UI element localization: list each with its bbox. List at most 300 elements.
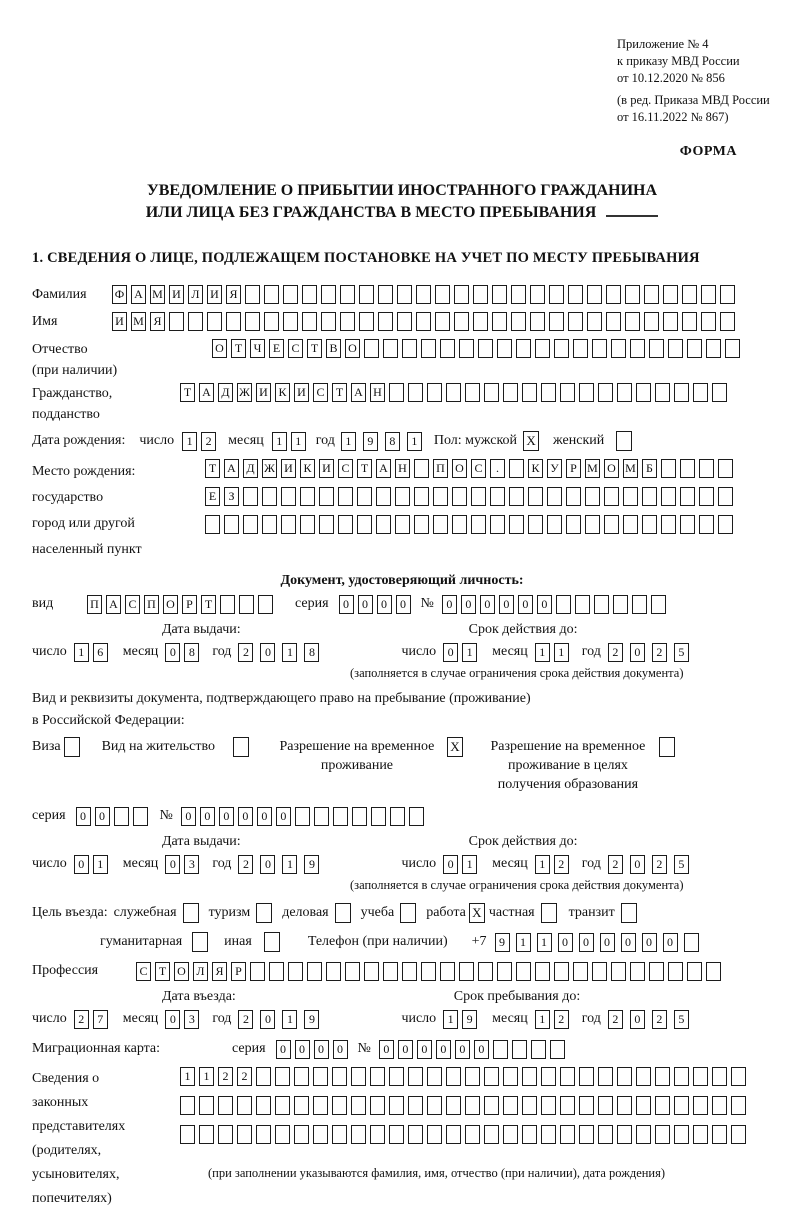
char-cell[interactable]: Я bbox=[150, 312, 165, 331]
char-cell[interactable] bbox=[566, 515, 581, 534]
char-cell[interactable]: 0 bbox=[257, 807, 272, 826]
valid-day-cells[interactable] bbox=[443, 643, 477, 662]
char-cell[interactable]: С bbox=[136, 962, 151, 981]
char-cell[interactable]: 1 bbox=[180, 1067, 195, 1086]
stay-year-cells[interactable] bbox=[608, 1010, 689, 1029]
char-cell[interactable] bbox=[720, 285, 735, 304]
char-cell[interactable]: 1 bbox=[282, 855, 297, 874]
char-cell[interactable]: 0 bbox=[558, 933, 573, 952]
char-cell[interactable] bbox=[199, 1125, 214, 1144]
char-cell[interactable]: 0 bbox=[219, 807, 234, 826]
char-cell[interactable]: 0 bbox=[333, 1040, 348, 1059]
char-cell[interactable] bbox=[333, 807, 348, 826]
char-cell[interactable] bbox=[674, 1096, 689, 1115]
char-cell[interactable] bbox=[294, 1096, 309, 1115]
char-cell[interactable] bbox=[427, 1125, 442, 1144]
char-cell[interactable] bbox=[446, 1096, 461, 1115]
char-cell[interactable]: 1 bbox=[535, 643, 550, 662]
char-cell[interactable] bbox=[611, 339, 626, 358]
char-cell[interactable] bbox=[370, 1125, 385, 1144]
char-cell[interactable] bbox=[465, 1067, 480, 1086]
char-cell[interactable] bbox=[623, 515, 638, 534]
char-cell[interactable] bbox=[701, 285, 716, 304]
purpose-transit-checkbox[interactable] bbox=[621, 903, 637, 923]
char-cell[interactable]: Е bbox=[269, 339, 284, 358]
char-cell[interactable] bbox=[275, 1067, 290, 1086]
char-cell[interactable] bbox=[661, 487, 676, 506]
char-cell[interactable] bbox=[587, 285, 602, 304]
char-cell[interactable]: Б bbox=[642, 459, 657, 478]
char-cell[interactable]: И bbox=[281, 459, 296, 478]
char-cell[interactable]: И bbox=[294, 383, 309, 402]
residence-issue-month-cells[interactable] bbox=[165, 855, 199, 874]
char-cell[interactable] bbox=[712, 1067, 727, 1086]
char-cell[interactable] bbox=[454, 312, 469, 331]
char-cell[interactable] bbox=[687, 962, 702, 981]
legal-representatives-cells-row3[interactable] bbox=[180, 1125, 746, 1144]
char-cell[interactable] bbox=[509, 487, 524, 506]
char-cell[interactable] bbox=[370, 1067, 385, 1086]
purpose-business-checkbox[interactable] bbox=[335, 903, 351, 923]
char-cell[interactable] bbox=[573, 962, 588, 981]
char-cell[interactable] bbox=[332, 1125, 347, 1144]
char-cell[interactable] bbox=[547, 487, 562, 506]
char-cell[interactable] bbox=[237, 1096, 252, 1115]
purpose-work-checkbox[interactable]: X bbox=[469, 903, 485, 923]
char-cell[interactable] bbox=[471, 515, 486, 534]
char-cell[interactable] bbox=[435, 285, 450, 304]
char-cell[interactable]: 2 bbox=[554, 1010, 569, 1029]
char-cell[interactable] bbox=[706, 962, 721, 981]
char-cell[interactable]: 0 bbox=[630, 855, 645, 874]
char-cell[interactable] bbox=[560, 1067, 575, 1086]
char-cell[interactable] bbox=[300, 487, 315, 506]
char-cell[interactable] bbox=[465, 383, 480, 402]
char-cell[interactable] bbox=[680, 459, 695, 478]
char-cell[interactable]: 0 bbox=[630, 1010, 645, 1029]
char-cell[interactable] bbox=[402, 339, 417, 358]
char-cell[interactable] bbox=[693, 1125, 708, 1144]
char-cell[interactable]: 3 bbox=[184, 1010, 199, 1029]
char-cell[interactable] bbox=[376, 515, 391, 534]
char-cell[interactable] bbox=[243, 487, 258, 506]
char-cell[interactable]: 1 bbox=[554, 643, 569, 662]
char-cell[interactable]: 1 bbox=[516, 933, 531, 952]
char-cell[interactable] bbox=[712, 1096, 727, 1115]
char-cell[interactable]: 9 bbox=[304, 855, 319, 874]
char-cell[interactable] bbox=[630, 962, 645, 981]
char-cell[interactable]: М bbox=[585, 459, 600, 478]
char-cell[interactable] bbox=[531, 1040, 546, 1059]
char-cell[interactable] bbox=[340, 312, 355, 331]
char-cell[interactable]: Р bbox=[182, 595, 197, 614]
char-cell[interactable] bbox=[682, 285, 697, 304]
char-cell[interactable]: З bbox=[224, 487, 239, 506]
char-cell[interactable] bbox=[484, 1125, 499, 1144]
char-cell[interactable] bbox=[560, 1096, 575, 1115]
char-cell[interactable]: 2 bbox=[608, 643, 623, 662]
char-cell[interactable] bbox=[554, 339, 569, 358]
char-cell[interactable] bbox=[503, 1067, 518, 1086]
char-cell[interactable] bbox=[300, 515, 315, 534]
char-cell[interactable]: И bbox=[256, 383, 271, 402]
char-cell[interactable]: С bbox=[471, 459, 486, 478]
char-cell[interactable] bbox=[668, 962, 683, 981]
char-cell[interactable] bbox=[294, 1125, 309, 1144]
entry-year-cells[interactable] bbox=[238, 1010, 319, 1029]
char-cell[interactable] bbox=[712, 383, 727, 402]
char-cell[interactable] bbox=[226, 312, 241, 331]
char-cell[interactable] bbox=[465, 1096, 480, 1115]
char-cell[interactable]: Т bbox=[332, 383, 347, 402]
char-cell[interactable] bbox=[397, 285, 412, 304]
char-cell[interactable] bbox=[598, 383, 613, 402]
char-cell[interactable] bbox=[490, 487, 505, 506]
char-cell[interactable] bbox=[617, 1067, 632, 1086]
char-cell[interactable] bbox=[351, 1096, 366, 1115]
char-cell[interactable] bbox=[554, 962, 569, 981]
char-cell[interactable] bbox=[682, 312, 697, 331]
char-cell[interactable] bbox=[541, 1096, 556, 1115]
char-cell[interactable]: Ф bbox=[112, 285, 127, 304]
residence-series-cells[interactable] bbox=[76, 807, 148, 826]
char-cell[interactable] bbox=[699, 515, 714, 534]
char-cell[interactable] bbox=[530, 285, 545, 304]
char-cell[interactable] bbox=[585, 487, 600, 506]
char-cell[interactable]: Я bbox=[212, 962, 227, 981]
char-cell[interactable] bbox=[359, 285, 374, 304]
char-cell[interactable] bbox=[668, 339, 683, 358]
char-cell[interactable] bbox=[321, 312, 336, 331]
char-cell[interactable]: 0 bbox=[260, 855, 275, 874]
char-cell[interactable] bbox=[338, 515, 353, 534]
char-cell[interactable]: Н bbox=[370, 383, 385, 402]
char-cell[interactable] bbox=[549, 285, 564, 304]
char-cell[interactable] bbox=[390, 807, 405, 826]
birthplace-cells-row2[interactable] bbox=[205, 487, 733, 506]
migration-series-cells[interactable] bbox=[276, 1040, 348, 1059]
char-cell[interactable] bbox=[642, 487, 657, 506]
char-cell[interactable] bbox=[256, 1067, 271, 1086]
char-cell[interactable]: Т bbox=[180, 383, 195, 402]
char-cell[interactable] bbox=[731, 1096, 746, 1115]
char-cell[interactable] bbox=[416, 285, 431, 304]
char-cell[interactable] bbox=[262, 515, 277, 534]
char-cell[interactable] bbox=[314, 807, 329, 826]
char-cell[interactable] bbox=[264, 285, 279, 304]
char-cell[interactable]: 0 bbox=[621, 933, 636, 952]
char-cell[interactable]: 0 bbox=[396, 595, 411, 614]
char-cell[interactable] bbox=[587, 312, 602, 331]
char-cell[interactable] bbox=[275, 1096, 290, 1115]
residence-valid-day-cells[interactable] bbox=[443, 855, 477, 874]
char-cell[interactable]: О bbox=[345, 339, 360, 358]
char-cell[interactable] bbox=[313, 1096, 328, 1115]
char-cell[interactable] bbox=[617, 1125, 632, 1144]
char-cell[interactable] bbox=[364, 962, 379, 981]
char-cell[interactable] bbox=[604, 487, 619, 506]
residence-valid-year-cells[interactable] bbox=[608, 855, 689, 874]
surname-cells[interactable] bbox=[112, 285, 735, 304]
char-cell[interactable] bbox=[661, 515, 676, 534]
purpose-official-checkbox[interactable] bbox=[183, 903, 199, 923]
char-cell[interactable]: 1 bbox=[291, 432, 306, 451]
char-cell[interactable] bbox=[326, 962, 341, 981]
char-cell[interactable] bbox=[497, 339, 512, 358]
char-cell[interactable] bbox=[492, 285, 507, 304]
phone-cells[interactable] bbox=[495, 933, 699, 952]
char-cell[interactable]: О bbox=[174, 962, 189, 981]
char-cell[interactable]: 9 bbox=[304, 1010, 319, 1029]
char-cell[interactable] bbox=[511, 312, 526, 331]
char-cell[interactable] bbox=[674, 383, 689, 402]
char-cell[interactable] bbox=[613, 595, 628, 614]
char-cell[interactable]: М bbox=[131, 312, 146, 331]
char-cell[interactable] bbox=[606, 312, 621, 331]
char-cell[interactable]: С bbox=[125, 595, 140, 614]
char-cell[interactable] bbox=[281, 515, 296, 534]
char-cell[interactable]: К bbox=[528, 459, 543, 478]
char-cell[interactable]: 0 bbox=[417, 1040, 432, 1059]
char-cell[interactable] bbox=[699, 459, 714, 478]
char-cell[interactable]: Д bbox=[243, 459, 258, 478]
entry-month-cells[interactable] bbox=[165, 1010, 199, 1029]
profession-cells[interactable] bbox=[136, 962, 721, 981]
char-cell[interactable] bbox=[522, 1125, 537, 1144]
char-cell[interactable] bbox=[693, 1067, 708, 1086]
char-cell[interactable] bbox=[258, 595, 273, 614]
birthdate-year-cells[interactable] bbox=[341, 432, 422, 451]
char-cell[interactable] bbox=[693, 1096, 708, 1115]
char-cell[interactable] bbox=[351, 1067, 366, 1086]
char-cell[interactable] bbox=[408, 1096, 423, 1115]
char-cell[interactable]: Д bbox=[218, 383, 233, 402]
residence-number-cells[interactable] bbox=[181, 807, 424, 826]
char-cell[interactable]: 1 bbox=[272, 432, 287, 451]
char-cell[interactable]: 7 bbox=[93, 1010, 108, 1029]
char-cell[interactable] bbox=[302, 312, 317, 331]
char-cell[interactable] bbox=[427, 1067, 442, 1086]
char-cell[interactable]: . bbox=[490, 459, 505, 478]
char-cell[interactable] bbox=[220, 595, 235, 614]
char-cell[interactable] bbox=[180, 1125, 195, 1144]
char-cell[interactable]: 0 bbox=[314, 1040, 329, 1059]
birthplace-cells-row3[interactable] bbox=[205, 515, 733, 534]
char-cell[interactable] bbox=[575, 595, 590, 614]
char-cell[interactable] bbox=[516, 962, 531, 981]
char-cell[interactable]: 2 bbox=[608, 855, 623, 874]
issue-month-cells[interactable] bbox=[165, 643, 199, 662]
char-cell[interactable]: 0 bbox=[74, 855, 89, 874]
char-cell[interactable] bbox=[370, 1096, 385, 1115]
char-cell[interactable] bbox=[509, 515, 524, 534]
char-cell[interactable] bbox=[720, 312, 735, 331]
char-cell[interactable]: 0 bbox=[499, 595, 514, 614]
char-cell[interactable] bbox=[243, 515, 258, 534]
char-cell[interactable] bbox=[383, 339, 398, 358]
char-cell[interactable]: А bbox=[224, 459, 239, 478]
char-cell[interactable] bbox=[655, 1125, 670, 1144]
char-cell[interactable] bbox=[560, 383, 575, 402]
char-cell[interactable] bbox=[389, 1067, 404, 1086]
char-cell[interactable]: Р bbox=[231, 962, 246, 981]
char-cell[interactable]: И bbox=[112, 312, 127, 331]
char-cell[interactable]: 0 bbox=[358, 595, 373, 614]
char-cell[interactable] bbox=[674, 1125, 689, 1144]
char-cell[interactable] bbox=[655, 1067, 670, 1086]
char-cell[interactable]: 8 bbox=[184, 643, 199, 662]
char-cell[interactable]: Л bbox=[193, 962, 208, 981]
char-cell[interactable]: 0 bbox=[276, 807, 291, 826]
char-cell[interactable] bbox=[661, 459, 676, 478]
char-cell[interactable] bbox=[465, 1125, 480, 1144]
char-cell[interactable] bbox=[357, 487, 372, 506]
char-cell[interactable] bbox=[535, 962, 550, 981]
char-cell[interactable] bbox=[503, 1096, 518, 1115]
char-cell[interactable]: 8 bbox=[385, 432, 400, 451]
char-cell[interactable] bbox=[636, 1096, 651, 1115]
char-cell[interactable] bbox=[302, 285, 317, 304]
birthdate-day-cells[interactable] bbox=[182, 432, 216, 451]
citizenship-cells[interactable] bbox=[180, 383, 727, 402]
char-cell[interactable]: А bbox=[351, 383, 366, 402]
char-cell[interactable]: И bbox=[207, 285, 222, 304]
char-cell[interactable]: О bbox=[452, 459, 467, 478]
char-cell[interactable] bbox=[199, 1096, 214, 1115]
char-cell[interactable] bbox=[433, 487, 448, 506]
char-cell[interactable]: 5 bbox=[674, 643, 689, 662]
char-cell[interactable] bbox=[541, 1067, 556, 1086]
char-cell[interactable] bbox=[701, 312, 716, 331]
char-cell[interactable] bbox=[611, 962, 626, 981]
char-cell[interactable]: К bbox=[300, 459, 315, 478]
char-cell[interactable]: П bbox=[433, 459, 448, 478]
char-cell[interactable] bbox=[663, 285, 678, 304]
char-cell[interactable] bbox=[598, 1096, 613, 1115]
char-cell[interactable]: 5 bbox=[674, 855, 689, 874]
char-cell[interactable]: М bbox=[150, 285, 165, 304]
char-cell[interactable] bbox=[313, 1125, 328, 1144]
char-cell[interactable] bbox=[332, 1096, 347, 1115]
valid-year-cells[interactable] bbox=[608, 643, 689, 662]
char-cell[interactable] bbox=[503, 1125, 518, 1144]
char-cell[interactable] bbox=[632, 595, 647, 614]
char-cell[interactable] bbox=[169, 312, 184, 331]
char-cell[interactable]: 2 bbox=[218, 1067, 233, 1086]
birthdate-month-cells[interactable] bbox=[272, 432, 306, 451]
char-cell[interactable] bbox=[699, 487, 714, 506]
char-cell[interactable] bbox=[313, 1067, 328, 1086]
migration-number-cells[interactable] bbox=[379, 1040, 565, 1059]
char-cell[interactable] bbox=[395, 515, 410, 534]
char-cell[interactable] bbox=[427, 1096, 442, 1115]
char-cell[interactable] bbox=[598, 1067, 613, 1086]
char-cell[interactable] bbox=[256, 1096, 271, 1115]
char-cell[interactable] bbox=[402, 962, 417, 981]
char-cell[interactable] bbox=[625, 285, 640, 304]
char-cell[interactable] bbox=[408, 1125, 423, 1144]
char-cell[interactable]: 2 bbox=[201, 432, 216, 451]
char-cell[interactable] bbox=[345, 962, 360, 981]
char-cell[interactable]: О bbox=[604, 459, 619, 478]
char-cell[interactable]: 6 bbox=[93, 643, 108, 662]
char-cell[interactable]: А bbox=[106, 595, 121, 614]
char-cell[interactable] bbox=[680, 487, 695, 506]
char-cell[interactable] bbox=[541, 1125, 556, 1144]
char-cell[interactable]: 9 bbox=[462, 1010, 477, 1029]
char-cell[interactable]: Т bbox=[231, 339, 246, 358]
char-cell[interactable]: 0 bbox=[165, 643, 180, 662]
char-cell[interactable] bbox=[592, 962, 607, 981]
char-cell[interactable]: 0 bbox=[663, 933, 678, 952]
char-cell[interactable] bbox=[454, 285, 469, 304]
char-cell[interactable] bbox=[718, 459, 733, 478]
char-cell[interactable]: Е bbox=[205, 487, 220, 506]
char-cell[interactable]: 3 bbox=[184, 855, 199, 874]
char-cell[interactable]: 2 bbox=[238, 643, 253, 662]
doc-number-cells[interactable] bbox=[442, 595, 666, 614]
purpose-private-checkbox[interactable] bbox=[541, 903, 557, 923]
char-cell[interactable] bbox=[528, 515, 543, 534]
char-cell[interactable] bbox=[408, 1067, 423, 1086]
char-cell[interactable] bbox=[395, 487, 410, 506]
char-cell[interactable] bbox=[245, 285, 260, 304]
char-cell[interactable] bbox=[731, 1067, 746, 1086]
char-cell[interactable]: Ж bbox=[262, 459, 277, 478]
char-cell[interactable] bbox=[440, 962, 455, 981]
char-cell[interactable] bbox=[573, 339, 588, 358]
doc-kind-cells[interactable] bbox=[87, 595, 273, 614]
char-cell[interactable] bbox=[522, 383, 537, 402]
char-cell[interactable] bbox=[275, 1125, 290, 1144]
char-cell[interactable]: И bbox=[319, 459, 334, 478]
char-cell[interactable]: 1 bbox=[537, 933, 552, 952]
issue-day-cells[interactable] bbox=[74, 643, 108, 662]
char-cell[interactable]: 0 bbox=[200, 807, 215, 826]
char-cell[interactable] bbox=[490, 515, 505, 534]
char-cell[interactable]: 1 bbox=[462, 643, 477, 662]
char-cell[interactable] bbox=[133, 807, 148, 826]
char-cell[interactable] bbox=[550, 1040, 565, 1059]
char-cell[interactable] bbox=[516, 339, 531, 358]
stay-month-cells[interactable] bbox=[535, 1010, 569, 1029]
char-cell[interactable] bbox=[493, 1040, 508, 1059]
char-cell[interactable] bbox=[541, 383, 556, 402]
purpose-humanitarian-checkbox[interactable] bbox=[192, 932, 208, 952]
char-cell[interactable]: 2 bbox=[74, 1010, 89, 1029]
char-cell[interactable] bbox=[547, 515, 562, 534]
char-cell[interactable] bbox=[617, 383, 632, 402]
char-cell[interactable] bbox=[283, 285, 298, 304]
char-cell[interactable] bbox=[446, 1067, 461, 1086]
doc-series-cells[interactable] bbox=[339, 595, 411, 614]
char-cell[interactable]: П bbox=[144, 595, 159, 614]
char-cell[interactable]: А bbox=[131, 285, 146, 304]
char-cell[interactable]: М bbox=[623, 459, 638, 478]
char-cell[interactable] bbox=[649, 339, 664, 358]
char-cell[interactable] bbox=[594, 595, 609, 614]
char-cell[interactable]: Р bbox=[566, 459, 581, 478]
char-cell[interactable] bbox=[560, 1125, 575, 1144]
char-cell[interactable] bbox=[644, 285, 659, 304]
char-cell[interactable] bbox=[644, 312, 659, 331]
char-cell[interactable] bbox=[530, 312, 545, 331]
char-cell[interactable] bbox=[321, 285, 336, 304]
char-cell[interactable] bbox=[617, 1096, 632, 1115]
char-cell[interactable]: 0 bbox=[95, 807, 110, 826]
char-cell[interactable] bbox=[256, 1125, 271, 1144]
char-cell[interactable]: 1 bbox=[199, 1067, 214, 1086]
